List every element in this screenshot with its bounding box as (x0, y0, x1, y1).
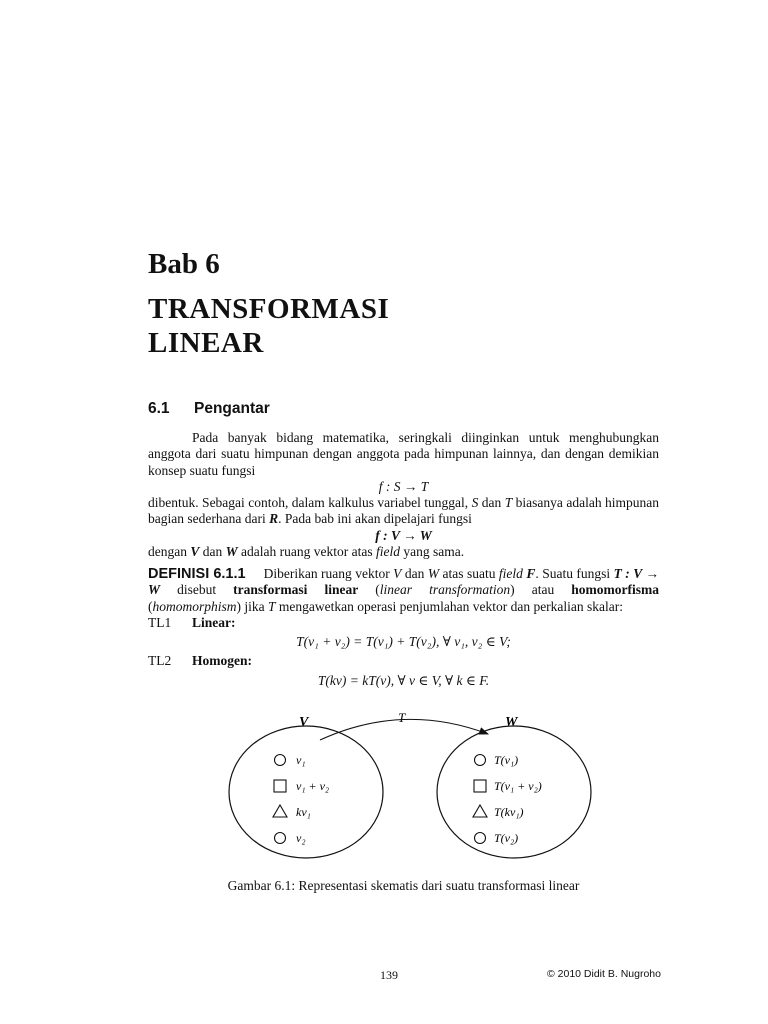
def-text-7: disebut (160, 582, 234, 598)
def-text-1: Diberikan ruang vektor (263, 566, 394, 581)
chapter-title-line2: LINEAR (148, 327, 264, 359)
intro-p3-text-c: adalah ruang vektor atas (237, 544, 376, 560)
intro-p3-text-b: dan (199, 544, 226, 560)
codomain-circle-icon (475, 833, 486, 844)
definition-statement (148, 566, 659, 615)
codomain-square-icon (474, 780, 486, 792)
def-text-8: ( (358, 582, 380, 598)
space-v: V (190, 544, 200, 560)
def-space-w: W (427, 566, 440, 581)
def-text-11: ) jika (236, 598, 269, 614)
definition-heading: DEFINISI 6.1.1 (148, 566, 246, 582)
tl1-name: Linear: (192, 614, 236, 630)
domain-circle-icon (275, 833, 286, 844)
def-map-t: T (268, 598, 276, 614)
field-r: R (269, 511, 279, 527)
space-w: W (225, 544, 238, 560)
domain-element-label: v₁ (296, 753, 306, 767)
chapter-title (148, 292, 389, 360)
section-title: Pengantar (194, 400, 270, 417)
tl2-code: TL2 (148, 653, 172, 669)
section-heading (148, 400, 270, 418)
term-homomorphism-en: homomorphism (152, 598, 237, 614)
domain-element-label: v₂ (296, 831, 306, 845)
def-map: T : V → W (148, 566, 659, 598)
chapter-label: Bab 6 (148, 248, 220, 280)
section-number: 6.1 (148, 400, 170, 417)
def-space-v: V (393, 566, 402, 581)
intro-p2-text-b: dan (478, 495, 505, 511)
tl2-equation: T(kv) = kT(v), ∀ v ∈ V, ∀ k ∈ F. (317, 672, 490, 688)
figure-caption: Gambar 6.1: Representasi skematis dari suatu transformasi linear (227, 878, 580, 893)
def-text-3: atas suatu (439, 566, 499, 581)
domain-circle-icon (275, 755, 286, 766)
def-text-9: ) atau (510, 582, 572, 598)
term-linear-transformation: transformasi linear (233, 582, 359, 598)
property-tl1 (148, 615, 659, 631)
property-tl2 (148, 653, 659, 669)
domain-element-label: v₁ + v₂ (296, 779, 330, 793)
domain-triangle-icon (273, 805, 287, 817)
tl1-equation: T(v₁ + v₂) = T(v₁) + T(v₂), ∀ v₁, v₂ ∈ V; (296, 634, 511, 650)
codomain-circle-icon (475, 755, 486, 766)
tl1-code: TL1 (148, 614, 172, 630)
codomain-elements (473, 753, 542, 845)
domain-element-label: kv₁ (296, 805, 311, 819)
set-t: T (504, 495, 513, 511)
codomain-element-label: T(kv₁) (494, 805, 524, 819)
codomain-element-label: T(v₁ + v₂) (494, 779, 542, 793)
term-homomorphism: homomorfisma (571, 582, 660, 598)
intro-paragraph-3 (148, 544, 659, 560)
definition-block (148, 566, 659, 692)
copyright-notice: © 2010 Didit B. Nugroho (547, 968, 661, 980)
codomain-triangle-icon (473, 805, 487, 817)
def-text-5: . Suatu fungsi (535, 566, 614, 581)
set-s: S (471, 495, 479, 511)
transformation-diagram (148, 706, 628, 866)
def-text-2: dan (401, 566, 428, 581)
def-word-field: field (498, 566, 523, 581)
codomain-label: W (505, 715, 518, 730)
page-number: 139 (380, 968, 398, 982)
intro-paragraph-2 (148, 495, 659, 528)
intro-text (148, 430, 659, 560)
intro-equation-1: f : S → T (378, 478, 429, 494)
map-label: T (398, 710, 406, 725)
tl2-name: Homogen: (192, 653, 252, 669)
codomain-element-label: T(v₁) (494, 753, 519, 767)
word-field: field (375, 544, 400, 560)
def-text-12: mengawetkan operasi penjumlahan vektor dan perkalian skalar: (275, 598, 624, 614)
def-text-10: ( (148, 598, 153, 614)
domain-elements (273, 753, 329, 845)
intro-p2-text-d: . Pada bab ini akan dipelajari fungsi (278, 511, 472, 527)
term-linear-transformation-en: linear transformation (379, 582, 511, 598)
intro-p3-text-a: dengan (148, 544, 191, 560)
domain-label: V (299, 715, 309, 730)
def-field-f: F (522, 566, 536, 581)
codomain-element-label: T(v₂) (494, 831, 519, 845)
domain-square-icon (274, 780, 286, 792)
intro-p3-text-d: yang sama. (399, 544, 465, 560)
intro-p2-text-c: biasanya adalah himpunan bagian sederhana dari (148, 495, 660, 527)
intro-paragraph-1: Pada banyak bidang matematika, seringkali diinginkan untuk menghubungkan anggota dari suatu himpunan dengan anggota pada himpunan lainnya, dan dengan demikian konsep suatu fungsi (148, 430, 659, 478)
intro-p2-text-a: dibentuk. Sebagai contoh, dalam kalkulus variabel tunggal, (148, 495, 472, 511)
intro-equation-2: f : V → W (375, 527, 432, 543)
chapter-title-line1: TRANSFORMASI (148, 293, 390, 325)
